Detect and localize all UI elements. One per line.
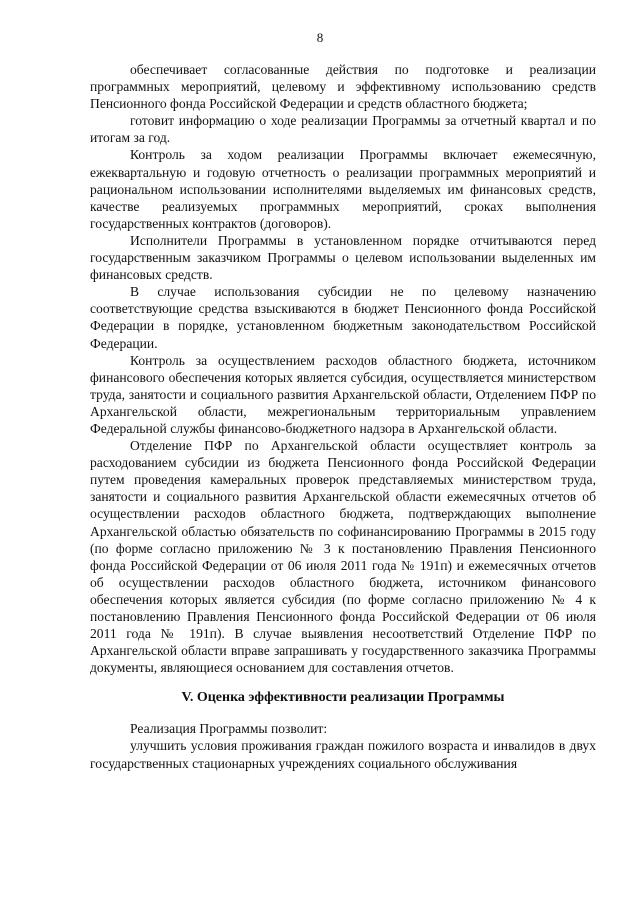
section-heading: V. Оценка эффективности реализации Программы (181, 690, 505, 706)
document-body (90, 61, 596, 772)
paragraph-improve-conditions: улучшить условия проживания граждан пожилого возраста и инвалидов в двух государственных стационарных учреждениях социального обслуживания (90, 738, 596, 771)
paragraph-reporting: готовит информацию о ходе реализации Программы за отчетный квартал и по итогам за год. (90, 113, 596, 146)
paragraph-control-scope: Контроль за ходом реализации Программы включает ежемесячную, ежеквартальную и годовую отчетность о реализации программных мероприятий и рациональном использовании исполнителями выделяемых им финансовых средств, качестве реализуемых программных мероприятий, сроках выполнения государственных контрактов (договоров). (90, 147, 596, 231)
paragraph-executors-report: Исполнители Программы в установленном порядке отчитываются перед государственным заказчиком Программы о целевом использовании выделенных им финансовых средств. (90, 232, 596, 283)
paragraph-pfr-control: Отделение ПФР по Архангельской области осуществляет контроль за расходованием субсидии из бюджета Пенсионного фонда Российской Федерации путем проведения камеральных проверок представляемых министерством труда, занятости и социального развития Архангельской области ежемесячных отчетов об осуществлении расходов областного бюджета, подтверждающих выполнение Архангельской областью обязательств по софинансированию Программы в 2015 году (по форме согласно приложению № 3 к постановлению Правления Пенсионного фонда Российской Федерации от 06 июля 2011 года № 191п) и ежемесячных отчетов об осуществлении расходов областного бюджета, источником финансового обеспечения которых является субсидия (по форме согласно приложению № 4 к постановлению Правления Пенсионного фонда Российской Федерации от 06 июля 2011 года № 191п). В случае выявления несоответствий Отделение ПФР по Архангельской области вправе запрашивать у государственного заказчика Программы документы, являющиеся основанием для составления отчетов. (90, 438, 596, 676)
page-number: 8 (316, 30, 324, 45)
paragraph-misuse-recovery: В случае использования субсидии не по целевому назначению соответствующие средства взыскиваются в бюджет Пенсионного фонда Российской Федерации в порядке, установленном бюджетным законодательством Российской Федерации. (90, 284, 596, 351)
paragraph-coordination: обеспечивает согласованные действия по подготовке и реализации программных мероприятий, целевому и эффективному использованию средств Пенсионного фонда Российской Федерации и средств областного бюджета; (90, 62, 596, 112)
paragraph-budget-control: Контроль за осуществлением расходов областного бюджета, источником финансового обеспечения которых является субсидия, осуществляется министерством труда, занятости и социального развития Архангельской области, Отделением ПФР по Архангельской области, межрегиональным территориальным управлением Федеральной службы финансово-бюджетного надзора в Архангельской области. (90, 352, 596, 436)
paragraph-program-allows: Реализация Программы позволит: (130, 721, 328, 737)
